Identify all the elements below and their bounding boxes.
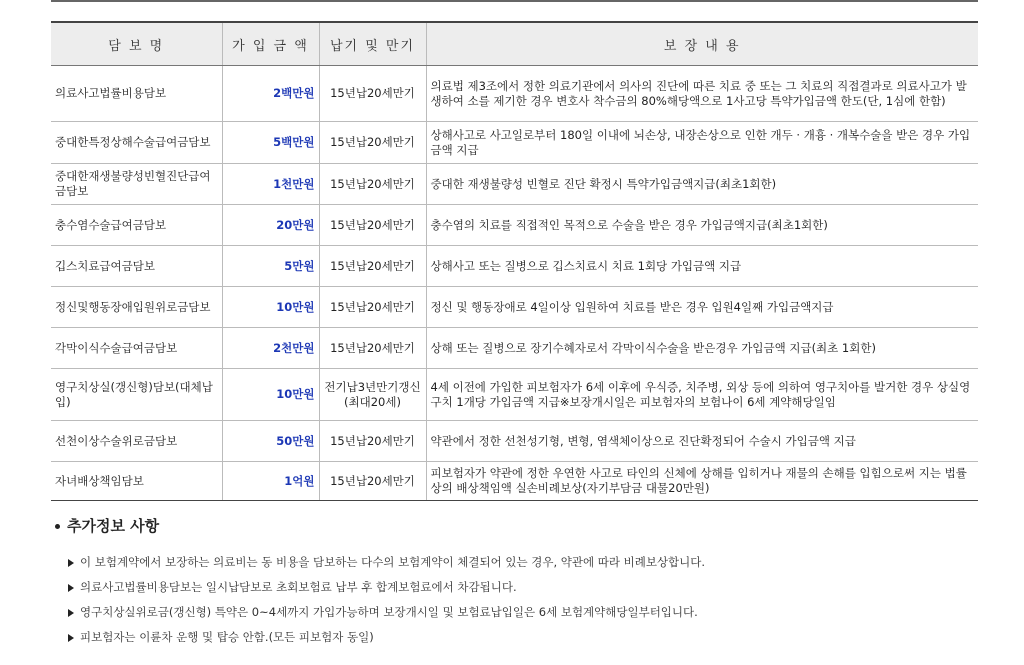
note-item [68,554,705,579]
coverage-description: 상해 또는 질병으로 장기수혜자로서 각막이식수술을 받은경우 가입금액 지급(최초 1회한) [426,328,978,369]
coverage-term: 15년납20세만기 [319,66,426,122]
table-row [51,246,978,287]
coverage-term: 15년납20세만기 [319,164,426,205]
note-text: 피보험자는 이륜차 운행 및 탑승 안함.(모든 피보험자 동일) [80,630,374,644]
coverage-amount: 1천만원 [222,164,319,205]
bullet-dot-icon [55,524,60,529]
coverage-amount: 20만원 [222,205,319,246]
table-row [51,462,978,501]
header-coverage-name: 담 보 명 [51,22,222,66]
coverage-name: 중대한재생불량성빈혈진단급여금담보 [51,164,222,205]
coverage-amount: 2천만원 [222,328,319,369]
coverage-amount: 10만원 [222,369,319,421]
coverage-description: 의료법 제3조에서 정한 의료기관에서 의사의 진단에 따른 치료 중 또는 그 치료의 직접결과로 의료사고가 발생하여 소를 제기한 경우 변호사 착수금의 80%해당액으로 1사고당 특약가입금액 한도(단, 1심에 한함) [426,66,978,122]
coverage-amount: 1억원 [222,462,319,501]
note-text: 의료사고법률비용담보는 일시납담보로 초회보험료 납부 후 합계보험료에서 차감됩니다. [80,580,517,594]
table-row [51,287,978,328]
triangle-bullet-icon [68,584,74,592]
table-row [51,369,978,421]
coverage-term: 전기납3년만기갱신(최대20세) [319,369,426,421]
coverage-name: 깁스치료급여금담보 [51,246,222,287]
table-row [51,66,978,122]
coverage-description: 중대한 재생불량성 빈혈로 진단 확정시 특약가입금액지급(최초1회한) [426,164,978,205]
coverage-description: 충수염의 치료를 직접적인 목적으로 수술을 받은 경우 가입금액지급(최초1회한) [426,205,978,246]
coverage-term: 15년납20세만기 [319,287,426,328]
coverage-amount: 5만원 [222,246,319,287]
note-item [68,629,705,654]
note-text: 이 보험계약에서 보장하는 의료비는 동 비용을 담보하는 다수의 보험계약이 체결되어 있는 경우, 약관에 따라 비례보상합니다. [80,555,706,569]
coverage-description: 약관에서 정한 선천성기형, 변형, 염색체이상으로 진단확정되어 수술시 가입금액 지급 [426,421,978,462]
coverage-amount: 50만원 [222,421,319,462]
table-header-row [51,22,978,66]
coverage-term: 15년납20세만기 [319,421,426,462]
table-row [51,421,978,462]
table-row [51,164,978,205]
table-row [51,328,978,369]
coverage-description: 정신 및 행동장애로 4일이상 입원하여 치료를 받은 경우 입원4일째 가입금액지급 [426,287,978,328]
coverage-name: 충수염수술급여금담보 [51,205,222,246]
coverage-amount: 2백만원 [222,66,319,122]
coverage-name: 영구치상실(갱신형)담보(대체납입) [51,369,222,421]
coverage-amount: 5백만원 [222,122,319,164]
triangle-bullet-icon [68,609,74,617]
table-row [51,122,978,164]
additional-info-section [55,515,705,654]
coverage-name: 정신및행동장애입원위로금담보 [51,287,222,328]
coverage-term: 15년납20세만기 [319,246,426,287]
coverage-description: 피보험자가 약관에 정한 우연한 사고로 타인의 신체에 상해를 입히거나 재물의 손해를 입힘으로써 지는 법률상의 배상책임액 실손비례보상(자기부담금 대물20만원) [426,462,978,501]
additional-info-heading [55,515,705,536]
coverage-name: 각막이식수술급여금담보 [51,328,222,369]
triangle-bullet-icon [68,559,74,567]
coverage-term: 15년납20세만기 [319,328,426,369]
note-text: 영구치상실위로금(갱신형) 특약은 0~4세까지 가입가능하며 보장개시일 및 보험료납입일은 6세 보험계약해당일부터입니다. [80,605,698,619]
coverage-term: 15년납20세만기 [319,205,426,246]
header-description: 보 장 내 용 [426,22,978,66]
additional-info-title: 추가정보 사항 [67,517,160,535]
coverage-term: 15년납20세만기 [319,122,426,164]
table-row [51,205,978,246]
header-term: 납기 및 만기 [319,22,426,66]
coverage-name: 중대한특정상해수술급여금담보 [51,122,222,164]
coverage-name: 자녀배상책임담보 [51,462,222,501]
coverage-description: 상해사고로 사고일로부터 180일 이내에 뇌손상, 내장손상으로 인한 개두 · 개흉 · 개복수술을 받은 경우 가입금액 지급 [426,122,978,164]
triangle-bullet-icon [68,634,74,642]
coverage-name: 의료사고법률비용담보 [51,66,222,122]
note-item [68,579,705,604]
coverage-amount: 10만원 [222,287,319,328]
coverage-name: 선천이상수술위로금담보 [51,421,222,462]
note-item [68,604,705,629]
coverage-description: 4세 이전에 가입한 피보험자가 6세 이후에 우식증, 치주병, 외상 등에 의하여 영구치아를 발거한 경우 상실영구치 1개당 가입금액 지급※보장개시일은 피보험자의 보험나이 6세 계약해당일임 [426,369,978,421]
header-amount: 가 입 금 액 [222,22,319,66]
coverage-description: 상해사고 또는 질병으로 깁스치료시 치료 1회당 가입금액 지급 [426,246,978,287]
top-rule [51,0,978,2]
coverage-table [51,21,978,501]
coverage-term: 15년납20세만기 [319,462,426,501]
